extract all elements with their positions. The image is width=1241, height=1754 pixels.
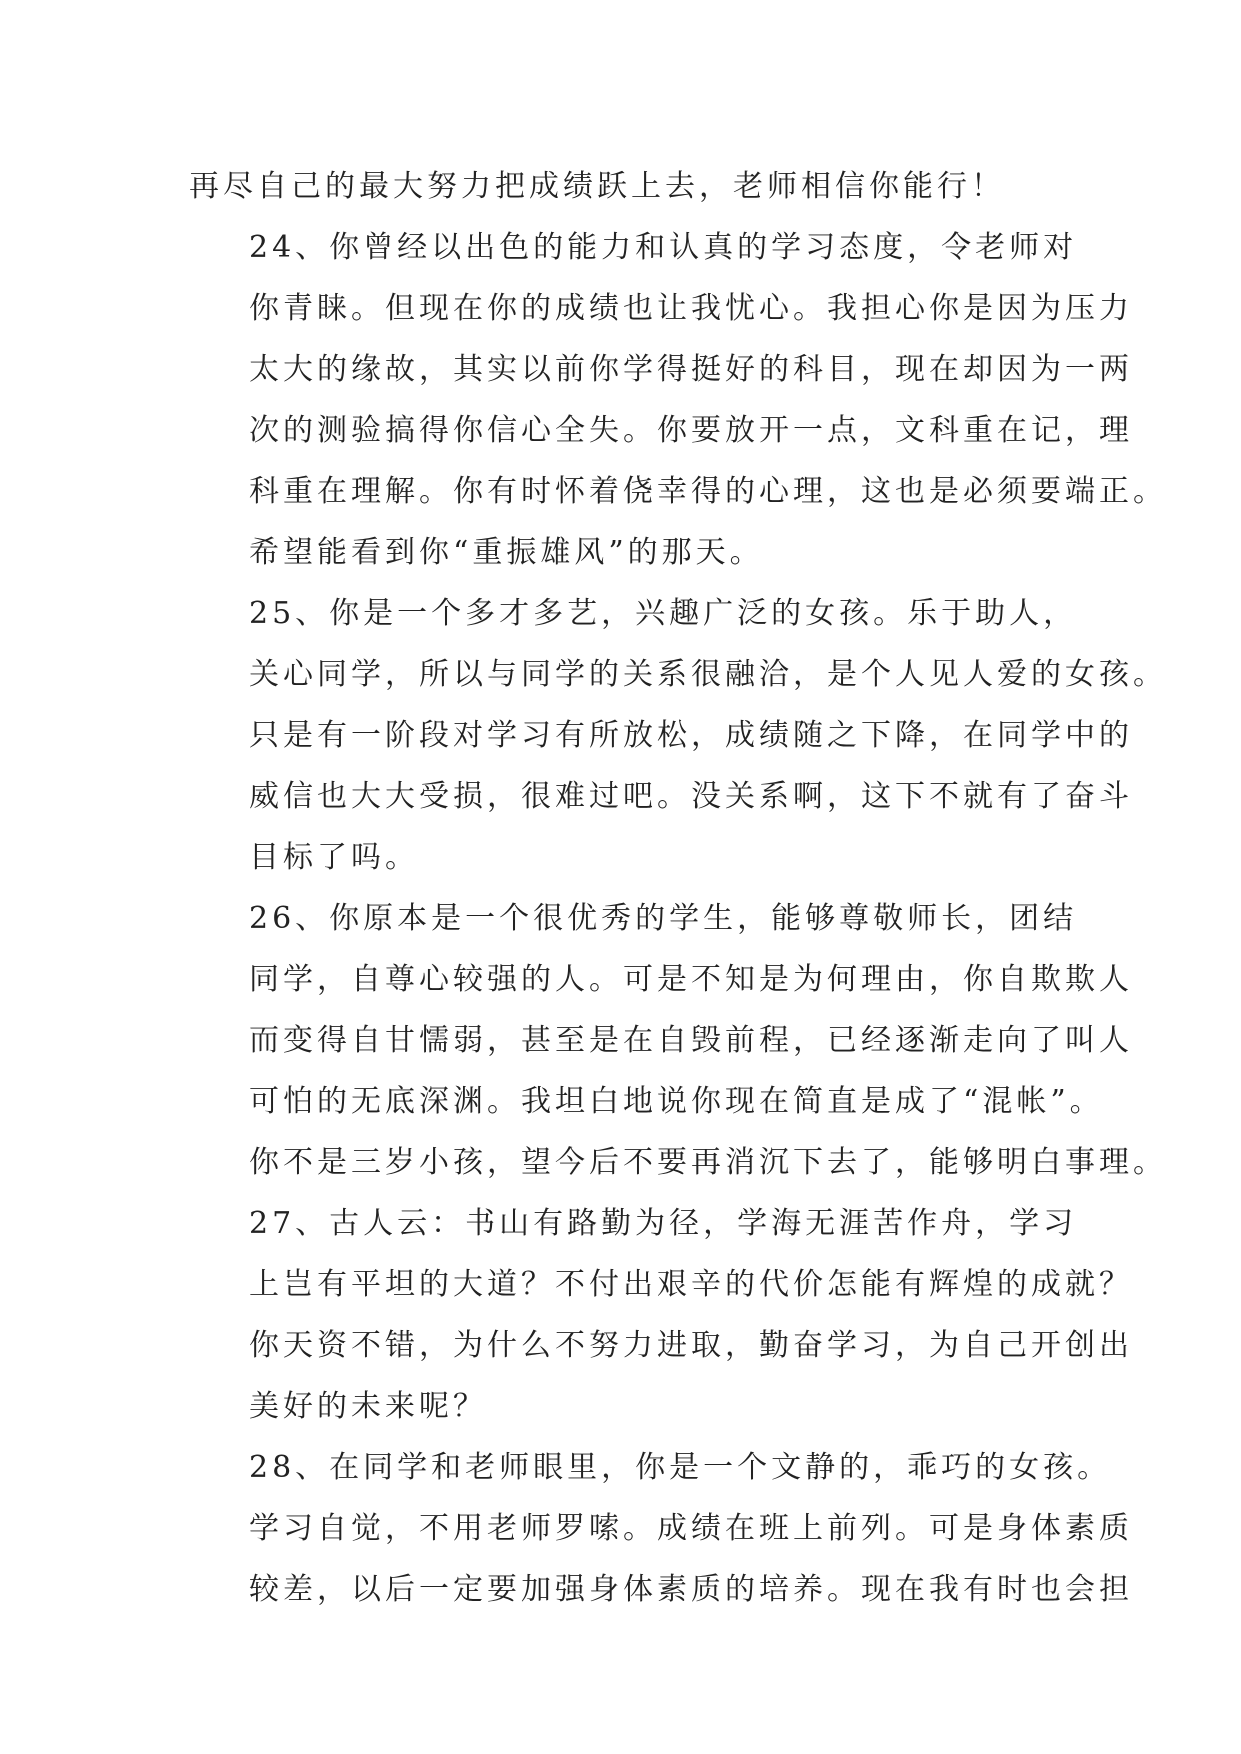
document-body [189,156,1167,1620]
text-line: 你天资不错，为什么不努力进取，勤奋学习，为自己开创出 [249,1328,1133,1363]
text-line: 次的测验搞得你信心全失。你要放开一点，文科重在记，理 [249,413,1133,448]
paragraph-26 [189,888,1167,1193]
text-line: 28、在同学和老师眼里，你是一个文静的，乖巧的女孩。 [249,1450,1112,1485]
text-line: 26、你原本是一个很优秀的学生，能够尊敬师长，团结 [249,901,1078,936]
paragraph-25 [189,583,1167,888]
text-line: 学习自觉，不用老师罗嗦。成绩在班上前列。可是身体素质 [249,1511,1133,1546]
text-line: 上岂有平坦的大道？不付出艰辛的代价怎能有辉煌的成就？ [249,1267,1133,1302]
text-line: 关心同学，所以与同学的关系很融洽，是个人见人爱的女孩。 [249,657,1167,692]
text-line: 24、你曾经以出色的能力和认真的学习态度，令老师对 [249,230,1078,265]
text-line: 科重在理解。你有时怀着侥幸得的心理，这也是必须要端正。 [249,474,1167,509]
text-line: 目标了吗。 [249,840,419,875]
text-line: 同学，自尊心较强的人。可是不知是为何理由，你自欺欺人 [249,962,1133,997]
text-line: 可怕的无底深渊。我坦白地说你现在简直是成了“混帐”。 [249,1084,1104,1119]
text-line: 威信也大大受损，很难过吧。没关系啊，这下不就有了奋斗 [249,779,1133,814]
text-line: 太大的缘故，其实以前你学得挺好的科目，现在却因为一两 [249,352,1133,387]
paragraph-23-end [189,156,1089,217]
text-line: 美好的未来呢？ [249,1389,487,1424]
text-line: 较差，以后一定要加强身体素质的培养。现在我有时也会担 [249,1572,1133,1607]
text-line: 而变得自甘懦弱，甚至是在自毁前程，已经逐渐走向了叫人 [249,1023,1133,1058]
text-line: 25、你是一个多才多艺，兴趣广泛的女孩。乐于助人， [249,596,1078,631]
text-line: 只是有一阶段对学习有所放松，成绩随之下降，在同学中的 [249,718,1133,753]
text-line: 希望能看到你“重振雄风”的那天。 [249,535,764,570]
text-line: 27、古人云：书山有路勤为径，学海无涯苦作舟，学习 [249,1206,1078,1241]
paragraph-27 [189,1193,1133,1437]
paragraph-24 [189,217,1167,583]
paragraph-28 [189,1437,1133,1620]
text-line: 你青睐。但现在你的成绩也让我忧心。我担心你是因为压力 [249,291,1133,326]
text-line: 你不是三岁小孩，望今后不要再消沉下去了，能够明白事理。 [249,1145,1167,1180]
text-line: 再尽自己的最大努力把成绩跃上去，老师相信你能行！ [189,169,1005,204]
